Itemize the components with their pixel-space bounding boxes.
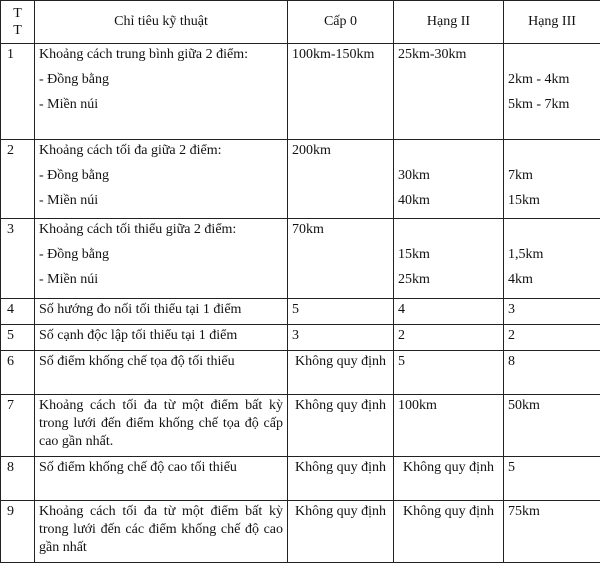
plain-label: - Đồng bằng xyxy=(39,72,109,87)
mountain-label: - Miền núi xyxy=(39,272,99,287)
level0-cell: Không quy định xyxy=(288,351,394,395)
class2-cell xyxy=(394,140,504,219)
table-row xyxy=(1,325,600,351)
level0-cell: 5 xyxy=(288,299,394,325)
criteria-cell: Số điểm khống chế độ cao tối thiểu xyxy=(35,457,288,501)
level0-cell: Không quy định xyxy=(288,457,394,501)
class3-cell: 8 xyxy=(504,351,600,395)
class3-cell xyxy=(504,140,600,219)
class2-plain-value: 15km xyxy=(398,247,430,262)
criteria-cell xyxy=(35,140,288,219)
class3-plain-value: 2km - 4km xyxy=(508,72,570,87)
class3-cell: 50km xyxy=(504,395,600,457)
header-tt-label: T T xyxy=(13,6,22,38)
plain-label: - Đồng bằng xyxy=(39,247,109,262)
class3-cell: 5 xyxy=(504,457,600,501)
class2-cell: 25km-30km xyxy=(394,44,504,140)
class3-cell: 2 xyxy=(504,325,600,351)
level0-cell: Không quy định xyxy=(288,395,394,457)
level0-cell: 200km xyxy=(288,140,394,219)
criteria-cell xyxy=(35,219,288,299)
class3-mountain-value: 15km xyxy=(508,193,540,208)
header-level0: Cấp 0 xyxy=(288,1,394,44)
class2-cell: 100km xyxy=(394,395,504,457)
table-header-row xyxy=(1,1,600,44)
criteria-cell: Khoảng cách tối đa từ một điểm bất kỳ trong lưới đến các điểm khống chế độ cao gần nhất xyxy=(35,501,288,563)
table-row xyxy=(1,351,600,395)
row-number: 8 xyxy=(1,457,35,501)
header-class3: Hạng III xyxy=(504,1,600,44)
class2-cell: Không quy định xyxy=(394,501,504,563)
class2-cell xyxy=(394,219,504,299)
table-row xyxy=(1,395,600,457)
class3-cell xyxy=(504,219,600,299)
level0-cell: 70km xyxy=(288,219,394,299)
class2-cell: Không quy định xyxy=(394,457,504,501)
table-row xyxy=(1,219,600,299)
table-row xyxy=(1,299,600,325)
mountain-label: - Miền núi xyxy=(39,97,99,112)
class2-mountain-value: 40km xyxy=(398,193,430,208)
class3-cell: 75km xyxy=(504,501,600,563)
criteria-text: Khoảng cách tối đa giữa 2 điểm: xyxy=(39,143,222,158)
class2-plain-value: 30km xyxy=(398,168,430,183)
header-tt xyxy=(1,1,35,44)
class3-cell: 3 xyxy=(504,299,600,325)
level0-value: 100km-150km xyxy=(292,47,375,62)
row-number: 7 xyxy=(1,395,35,457)
row-number: 4 xyxy=(1,299,35,325)
criteria-cell: Khoảng cách tối đa từ một điểm bất kỳ trong lưới đến điểm khống chế tọa độ cấp cao gần nhất. xyxy=(35,395,288,457)
row-number: 9 xyxy=(1,501,35,563)
criteria-cell xyxy=(35,44,288,140)
class3-cell xyxy=(504,44,600,140)
level0-cell: Không quy định xyxy=(288,501,394,563)
criteria-cell: Số điểm khống chế tọa độ tối thiểu xyxy=(35,351,288,395)
level0-cell xyxy=(288,44,394,140)
row-number: 6 xyxy=(1,351,35,395)
table-row xyxy=(1,140,600,219)
table-row xyxy=(1,457,600,501)
plain-label: - Đồng bằng xyxy=(39,168,109,183)
criteria-text: Khoảng cách tối thiểu giữa 2 điểm: xyxy=(39,222,237,237)
class2-cell: 2 xyxy=(394,325,504,351)
header-criteria: Chỉ tiêu kỹ thuật xyxy=(35,1,288,44)
criteria-cell: Số cạnh độc lập tối thiểu tại 1 điểm xyxy=(35,325,288,351)
criteria-text: Khoảng cách trung bình giữa 2 điểm: xyxy=(39,47,248,62)
class2-cell: 4 xyxy=(394,299,504,325)
table-row xyxy=(1,501,600,563)
class3-plain-value: 1,5km xyxy=(508,247,544,262)
level0-cell: 3 xyxy=(288,325,394,351)
row-number: 2 xyxy=(1,140,35,219)
class3-plain-value: 7km xyxy=(508,168,533,183)
class3-mountain-value: 5km - 7km xyxy=(508,97,570,112)
row-number: 5 xyxy=(1,325,35,351)
class2-mountain-value: 25km xyxy=(398,272,430,287)
criteria-cell: Số hướng đo nối tối thiểu tại 1 điểm xyxy=(35,299,288,325)
row-number: 1 xyxy=(1,44,35,140)
table-row xyxy=(1,44,600,140)
row-number: 3 xyxy=(1,219,35,299)
mountain-label: - Miền núi xyxy=(39,193,99,208)
header-class2: Hạng II xyxy=(394,1,504,44)
class2-cell: 5 xyxy=(394,351,504,395)
class3-mountain-value: 4km xyxy=(508,272,533,287)
